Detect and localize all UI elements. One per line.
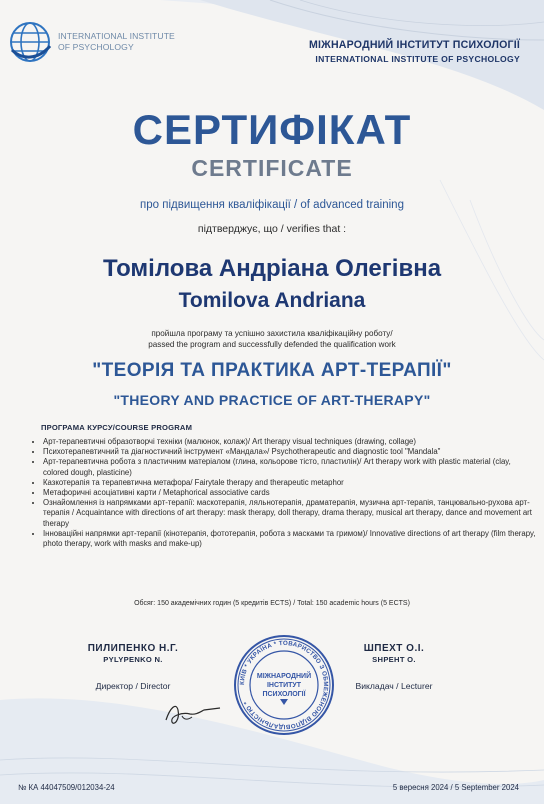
list-item: • Арт-терапевтична робота з пластичним матеріалом (глина, кольорове тісто, пластилін)/ Art therapy work with plastic material (clay, colored dough, plasticine) xyxy=(43,457,538,477)
institute-name-ua: МІЖНАРОДНИЙ ІНСТИТУТ ПСИХОЛОГІЇ xyxy=(309,39,520,51)
logo-line-1: INTERNATIONAL INSTITUTE xyxy=(58,31,175,41)
list-item: • Метафоричні асоціативні карти / Metaphorical associative cards xyxy=(43,488,538,498)
director-role: Директор / Director xyxy=(95,681,171,691)
handwritten-signature xyxy=(160,690,230,730)
list-item: • Інноваційні напрямки арт-терапії (кінотерапія, фототерапія, робота з масками та гримом)/ Innovative directions of art therapy (film therapy, photo therapy, work with masks and make-up) xyxy=(43,529,538,549)
stamp-line-2: ІНСТИТУТ xyxy=(266,682,302,689)
logo-text xyxy=(58,31,175,53)
institute-logo xyxy=(8,20,175,64)
verifies-text: підтверджує, що / verifies that : xyxy=(197,223,347,235)
stamp-ring-text: КИЇВ * УКРАЇНА * ТОВАРИСТВО З ОБМЕЖЕНОЮ ВІДПОВІДАЛЬНІСТЮ * xyxy=(238,639,330,731)
recipient-name-ua: Томілова Андріана Олегівна xyxy=(102,255,442,282)
course-program-heading: ПРОГРАМА КУРСУ/COURSE PROGRAM xyxy=(41,423,193,432)
stamp-line-3: ПСИХОЛОГІЇ xyxy=(262,691,306,698)
passed-program-text xyxy=(0,328,544,350)
director-name-ua: ПИЛИПЕНКО Н.Г. xyxy=(87,643,179,654)
certificate-number: № КА 44047509/012034-24 xyxy=(18,783,115,792)
list-item: • Психотерапевтичний та діагностичний інструмент «Мандала»/ Psychotherapeutic and diagnostic tool "Mandala" xyxy=(43,447,538,457)
certificate-purpose: про підвищення кваліфікації / of advanced training xyxy=(140,199,404,211)
institute-name-en: INTERNATIONAL INSTITUTE OF PSYCHOLOGY xyxy=(315,54,520,64)
lecturer-role: Викладач / Lecturer xyxy=(355,681,433,691)
recipient-name-en: Tomilova Andriana xyxy=(178,289,366,312)
passed-text-en: passed the program and successfully defended the qualification work xyxy=(148,340,396,349)
logo-line-2: OF PSYCHOLOGY xyxy=(58,42,134,52)
list-item: • Арт-терапевтичні образотворчі техніки (малюнок, колаж)/ Art therapy visual techniques (drawing, collage) xyxy=(43,437,538,447)
institute-header xyxy=(309,39,520,64)
list-item: • Казкотерапія та терапевтична метафора/ Fairytale therapy and therapeutic metaphor xyxy=(43,478,538,488)
director-name-en: PYLYPENKO N. xyxy=(103,655,163,664)
list-item: • Ознайомлення із напрямками арт-терапії: маскотерапія, ляльнотерапія, драматерапія, музична арт-терапія, танцювально-рухова арт-терапія / Acquaintance with directions of art therapy: mask therapy, doll therapy, drama therapy, musical art therapy, dance and movement art therapy xyxy=(43,498,538,529)
certificate-title-en: CERTIFICATE xyxy=(191,155,353,181)
certificate-title-ua: СЕРТИФІКАТ xyxy=(132,106,412,153)
lecturer-signature-block xyxy=(329,643,459,691)
institute-stamp xyxy=(232,633,336,737)
certificate-date: 5 вересня 2024 / 5 September 2024 xyxy=(392,783,519,792)
program-title-ua: "ТЕОРІЯ ТА ПРАКТИКА АРТ-ТЕРАПІЇ" xyxy=(92,360,452,381)
course-volume: Обсяг: 150 академічних годин (5 кредитів ECTS) / Total: 150 academic hours (5 ECTS) xyxy=(134,600,410,607)
lecturer-name-ua: ШПЕХТ О.І. xyxy=(363,643,425,654)
director-signature-block xyxy=(58,643,208,691)
lecturer-name-en: SHPEHT O. xyxy=(372,655,416,664)
passed-text-ua: пройшла програму та успішно захистила кваліфікаційну роботу/ xyxy=(151,329,393,338)
program-title-en: "THEORY AND PRACTICE OF ART-THERAPY" xyxy=(113,392,431,408)
stamp-line-1: МІЖНАРОДНИЙ xyxy=(256,673,312,680)
course-program-list xyxy=(31,437,538,549)
globe-logo-icon xyxy=(8,20,52,64)
